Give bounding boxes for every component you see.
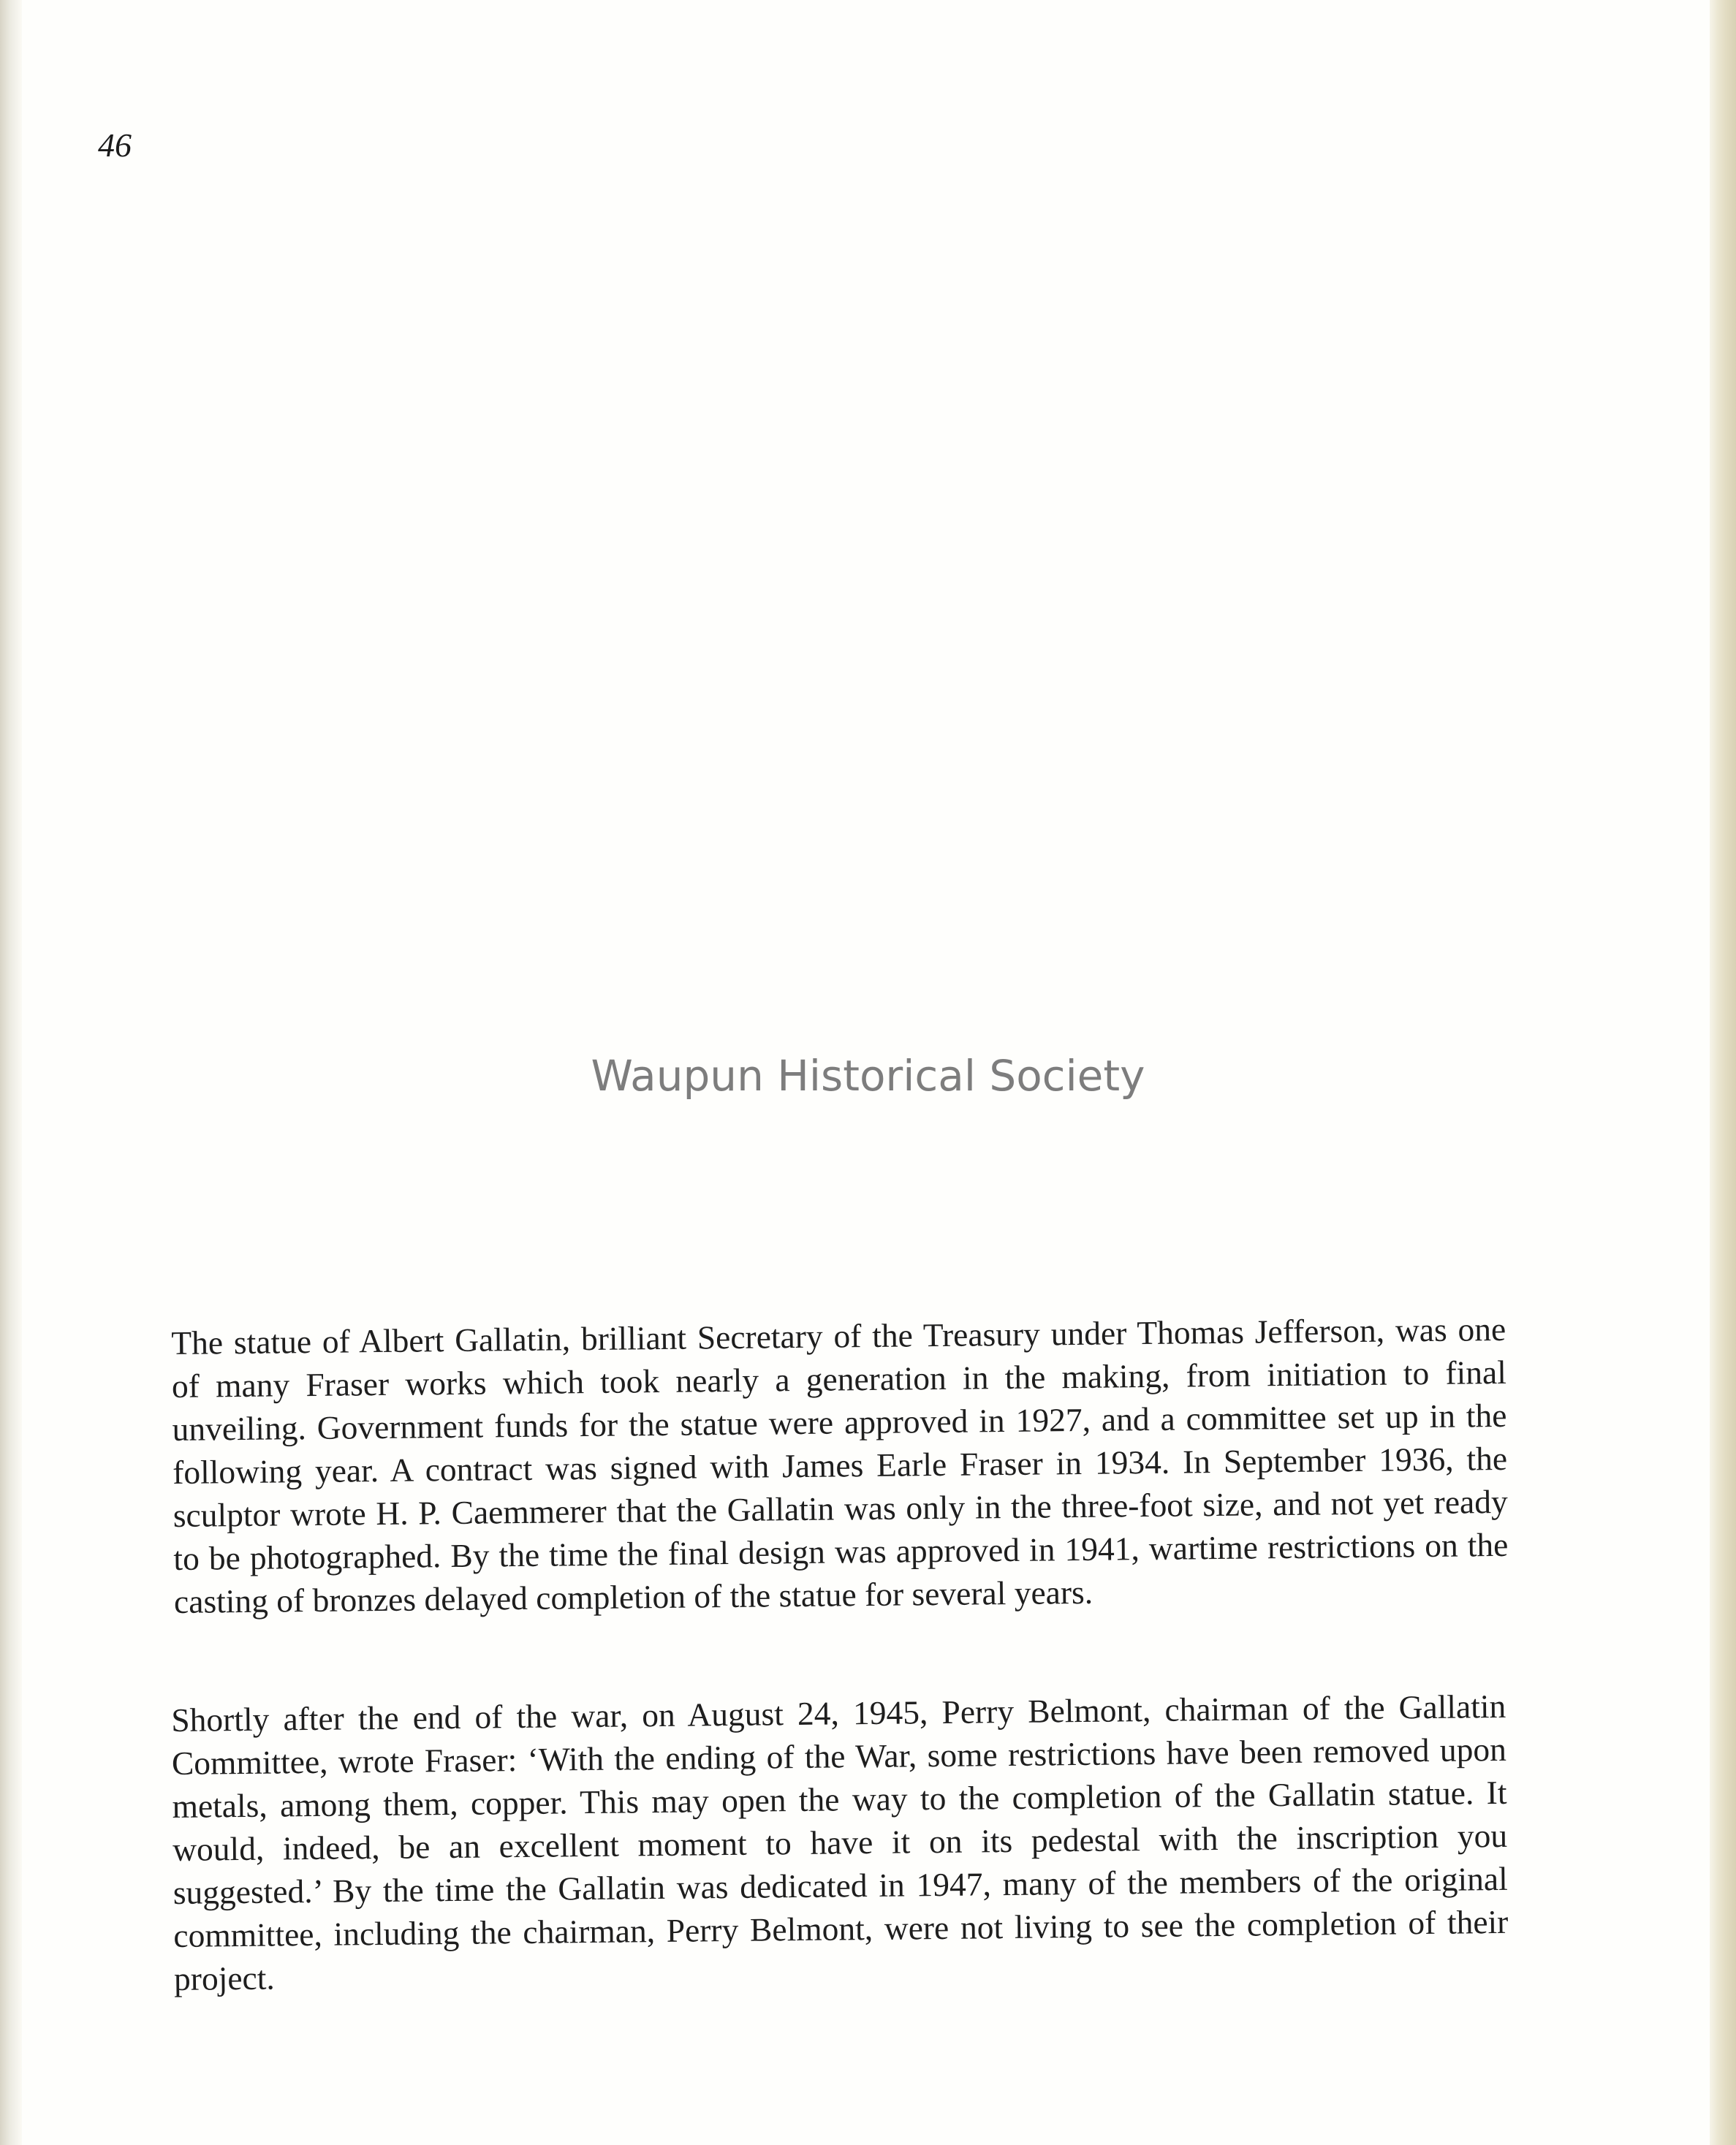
page-number: 46 xyxy=(98,126,132,164)
watermark: Waupun Historical Society xyxy=(591,1051,1145,1101)
paragraph-1: The statue of Albert Gallatin, brilliant Secretary of the Treasury under Thomas Jefferson, was one of many Fraser works which took nearly a generation in the making, from initiation to final unveiling. Government funds for the statue were approved in 1927, and a committee set up in the following year. A contract was signed with James Earle Fraser in 1934. In September 1936, the sculptor wrote H. P. Caemmerer that the Gallatin was only in the three-foot size, and not yet ready to be photographed. By the time the final design was approved in 1941, wartime restrictions on the casting of bronzes delayed completion of the statue for several years. xyxy=(171,1310,1509,1620)
paragraph-2: Shortly after the end of the war, on August 24, 1945, Perry Belmont, chairman of the Gallatin Committee, wrote Fraser: ‘With the ending of the War, some restrictions have been removed upon metals, among them, copper. This may open the way to the completion of the Gallatin statue. It would, indeed, be an excellent moment to have it on its pedestal with the inscription you suggested.’ By the time the Gallatin was dedicated in 1947, many of the members of the original committee, including the chairman, Perry Belmont, were not living to see the completion of their project. xyxy=(171,1687,1509,1997)
